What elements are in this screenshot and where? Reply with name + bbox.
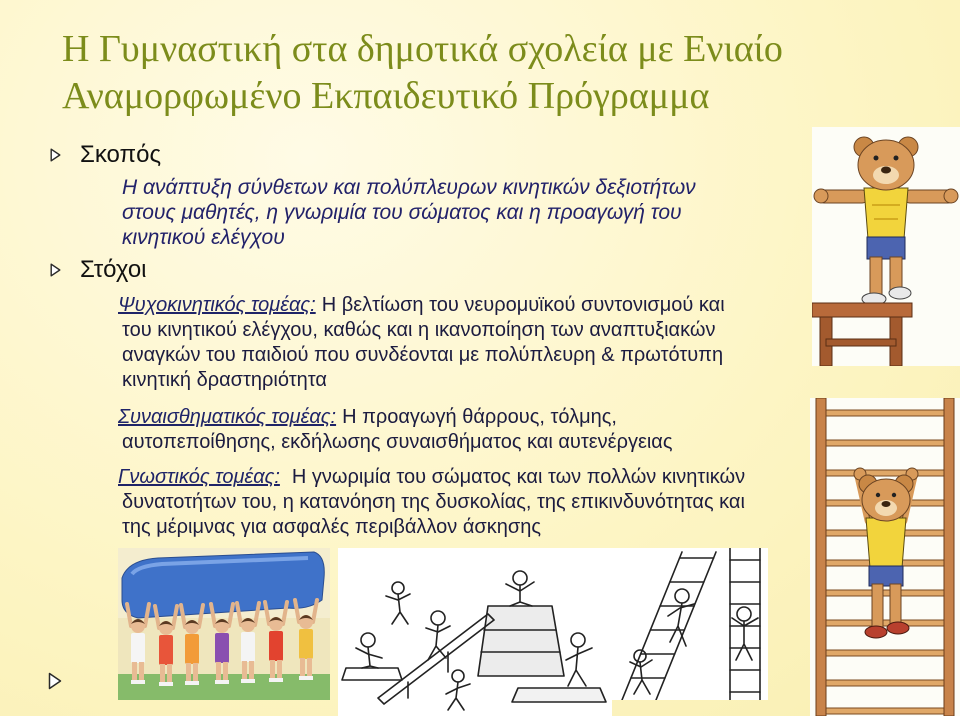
purpose-text xyxy=(122,175,696,250)
goal-line: αυτοπεποίθησης, εκδήλωσης συναισθήματος και αυτενέργειας xyxy=(122,431,673,453)
purpose-heading: Σκοπός xyxy=(80,141,162,168)
goal-line: του κινητικού ελέγχου, καθώς και η ικανοποίηση των αναπτυξιακών xyxy=(122,319,716,341)
purpose-line: Η ανάπτυξη σύνθετων και πολύπλευρων κινητικών δεξιοτήτων xyxy=(122,176,696,199)
slide-title-line-1: Η Γυμναστική στα δημοτικά σχολεία με Ενιαίο xyxy=(62,28,783,70)
goal-text: Η βελτίωση του νευρομυϊκού συντονισμού και xyxy=(321,294,725,316)
goal-emotional xyxy=(118,405,673,455)
goal-text: Η γνωριμία του σώματος και των πολλών κινητικών xyxy=(291,466,746,488)
goal-label: Ψυχοκινητικός τομέας: xyxy=(118,294,316,316)
goal-line xyxy=(118,405,673,430)
goal-line: της μέριμνας για ασφαλές περιβάλλον άσκησης xyxy=(122,516,541,538)
goal-cognitive xyxy=(118,465,745,540)
goal-line xyxy=(118,465,745,490)
purpose-line: κινητικού ελέγχου xyxy=(122,226,285,249)
slide-title-line-2: Αναμορφωμένο Εκπαιδευτικό Πρόγραμμα xyxy=(62,75,710,117)
bullet-purpose xyxy=(50,141,161,169)
climbing-ladder-sketch xyxy=(612,548,768,700)
goals-heading: Στόχοι xyxy=(80,256,147,283)
goal-line: κινητική δραστηριότητα xyxy=(122,369,327,391)
goal-label: Γνωστικός τομέας: xyxy=(118,466,280,488)
goal-line: αναγκών του παιδιού που συνδέονται με πολύπλευρη & πρωτότυπη xyxy=(122,344,724,366)
goal-psychomotor xyxy=(118,293,725,393)
children-lifting-mat-photo xyxy=(118,548,330,700)
goal-line: δυνατοτήτων του, η κατανόηση της δυσκολίας, της επικινδυνότητας και xyxy=(122,491,745,513)
bullet-goals xyxy=(50,256,147,284)
bear-on-wall-bars-illustration xyxy=(810,398,960,716)
purpose-line: στους μαθητές, η γνωριμία του σώματος και η προαγωγή του xyxy=(122,201,682,224)
arrow-bullet-icon xyxy=(50,148,61,162)
goal-label: Συναισθηματικός τομέας: xyxy=(118,406,337,428)
goal-line xyxy=(118,293,725,318)
bear-on-bench-illustration xyxy=(812,127,960,366)
slide-title xyxy=(62,26,783,120)
goal-text: Η προαγωγή θάρρους, τόλμης, xyxy=(342,406,617,428)
play-arrow-icon xyxy=(48,672,62,690)
arrow-bullet-icon xyxy=(50,263,61,277)
gym-equipment-sketch xyxy=(338,548,612,716)
